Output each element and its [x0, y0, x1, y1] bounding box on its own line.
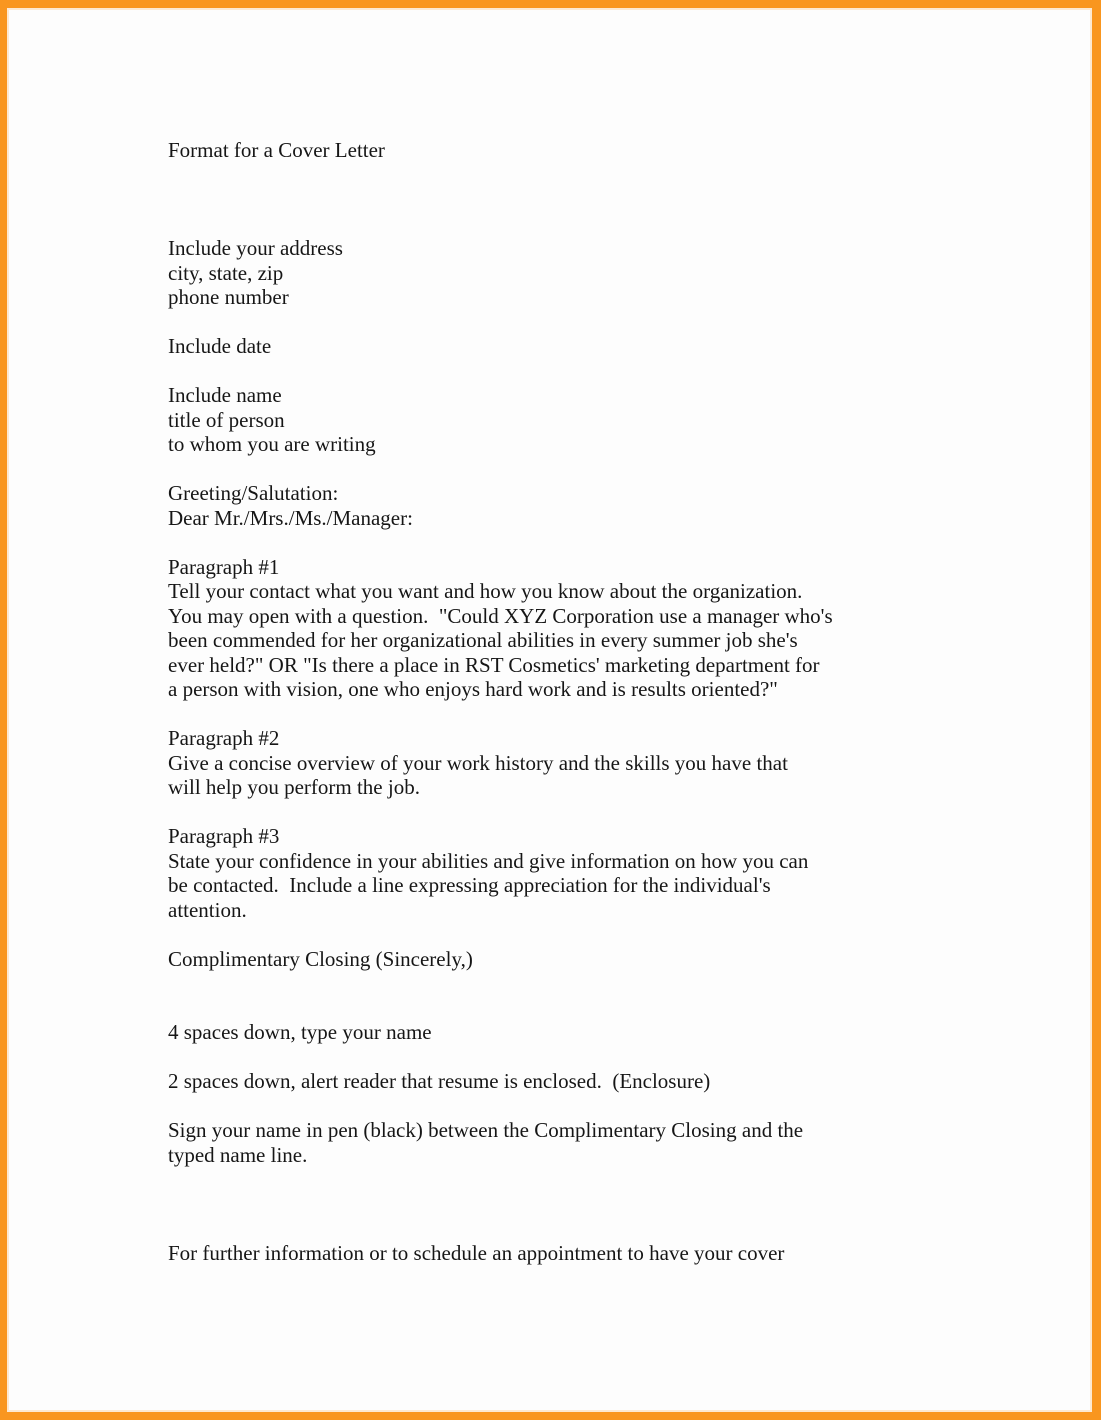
- paragraph-2-block: [168, 726, 1012, 800]
- text-line: typed name line.: [168, 1142, 308, 1167]
- address-block: [168, 236, 1012, 310]
- further-info-block: [168, 1241, 1012, 1266]
- text-line: a person with vision, one who enjoys hard work and is results oriented?": [168, 677, 778, 701]
- signature-instruction-block: [168, 1118, 1012, 1167]
- text-line: Include your address: [168, 236, 343, 260]
- text-line: Dear Mr./Mrs./Ms./Manager:: [168, 505, 413, 530]
- recipient-block: [168, 383, 1012, 457]
- text-line: Tell your contact what you want and how you know about the organization.: [168, 579, 803, 603]
- text-line: You may open with a question. "Could XYZ Corporation use a manager who's: [168, 603, 833, 628]
- text-line: 4 spaces down, type your name: [168, 1020, 432, 1044]
- text-line: will help you perform the job.: [168, 775, 420, 799]
- text-line: Greeting/Salutation:: [168, 481, 339, 505]
- text-line: Give a concise overview of your work history and the skills you have that: [168, 750, 788, 775]
- typed-name-instruction-block: [168, 1020, 1012, 1045]
- date-block: [168, 334, 1012, 359]
- text-line: Sign your name in pen (black) between the Complimentary Closing and the: [168, 1118, 804, 1142]
- text-line: Include date: [168, 334, 272, 358]
- text-line: title of person: [168, 407, 285, 432]
- text-line: ever held?" OR "Is there a place in RST Cosmetics' marketing department for: [168, 652, 820, 677]
- text-line: State your confidence in your abilities and give information on how you can: [168, 848, 809, 873]
- text-line: For further information or to schedule an appointment to have your cover: [168, 1240, 785, 1265]
- text-line: to whom you are writing: [168, 432, 376, 456]
- text-line: Include name: [168, 383, 282, 407]
- closing-block: [168, 947, 1012, 972]
- text-line: city, state, zip: [168, 260, 284, 285]
- document-title: Format for a Cover Letter: [168, 138, 385, 162]
- paragraph-heading: Paragraph #1: [168, 554, 280, 579]
- paragraph-3-block: [168, 824, 1012, 922]
- text-line: phone number: [168, 285, 289, 309]
- text-line: attention.: [168, 897, 247, 922]
- salutation-block: [168, 481, 1012, 530]
- text-line: Complimentary Closing (Sincerely,): [168, 946, 473, 971]
- paragraph-heading: Paragraph #2: [168, 726, 280, 750]
- cover-letter-template-content: [7, 8, 1092, 1265]
- text-line: been commended for her organizational abilities in every summer job she's: [168, 628, 798, 652]
- enclosure-instruction-block: [168, 1069, 1012, 1094]
- text-line: be contacted. Include a line expressing appreciation for the individual's: [168, 873, 771, 897]
- paragraph-1-block: [168, 555, 1012, 702]
- text-line: 2 spaces down, alert reader that resume is enclosed. (Enclosure): [168, 1069, 711, 1093]
- paragraph-heading: Paragraph #3: [168, 824, 280, 848]
